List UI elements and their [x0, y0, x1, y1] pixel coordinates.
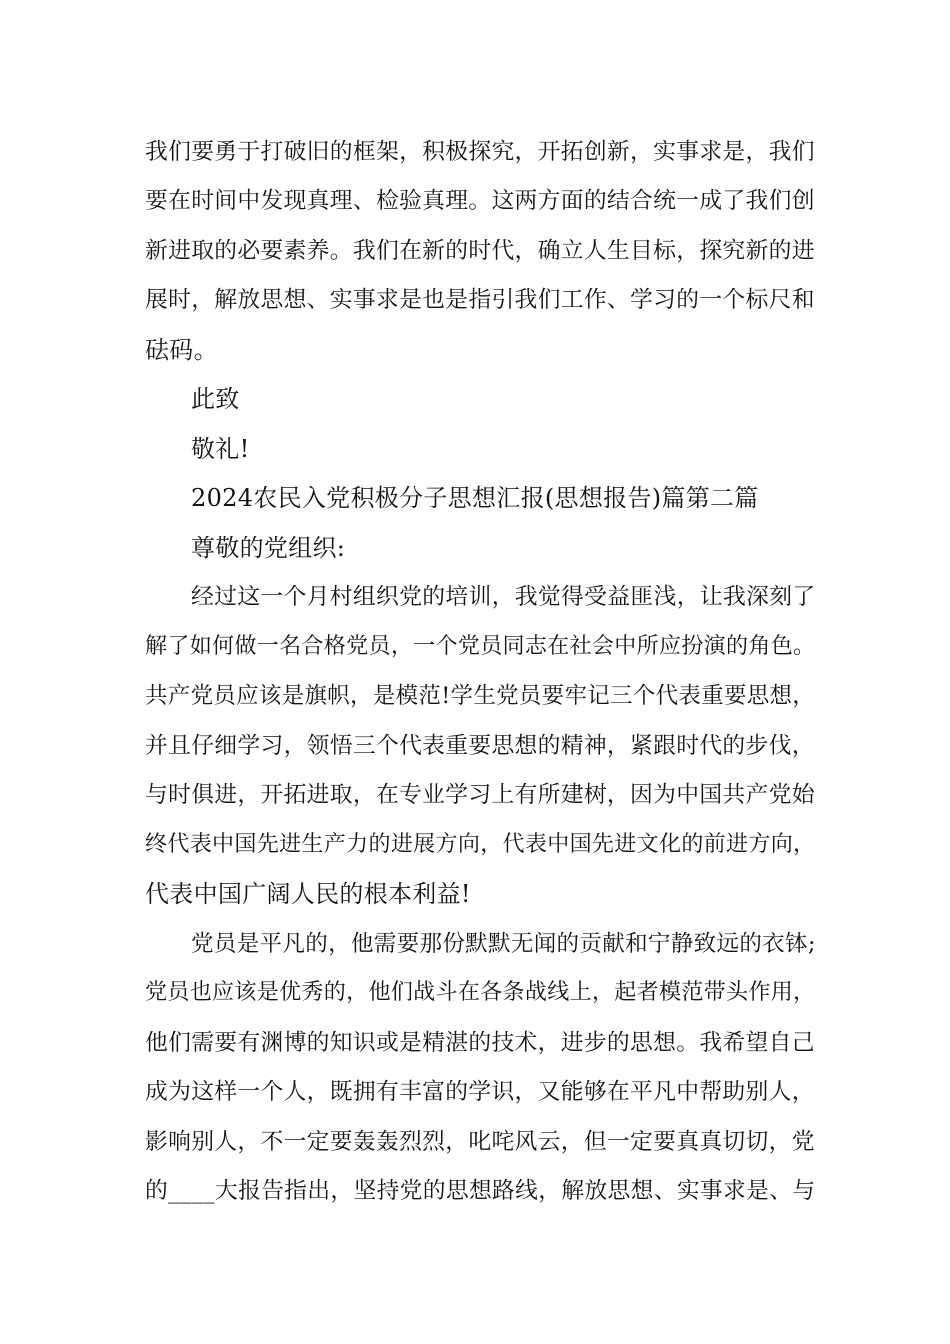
text-line: 代表中国广阔人民的根本利益!	[145, 880, 471, 908]
text-line: 新进取的必要素养。我们在新的时代，确立人生目标，探究新的进	[145, 238, 815, 264]
section-heading: 2024农民入党积极分子思想汇报(思想报告)篇第二篇	[191, 484, 759, 512]
text-line: 解了如何做一名合格党员，一个党员同志在社会中所应扮演的角色。	[145, 634, 816, 659]
text-line: 他们需要有渊博的知识或是精湛的技术，进步的思想。我希望自己	[145, 1030, 815, 1056]
text-line: 经过这一个月村组织党的培训，我觉得受益匪浅，让我深刻了	[191, 584, 816, 610]
closing-salutation: 此致	[191, 385, 240, 413]
text-line: 与时俱进，开拓进取，在专业学习上有所建树，因为中国共产党始	[145, 782, 815, 808]
text-line: 党员是平凡的，他需要那份默默无闻的贡献和宁静致远的衣钵;	[191, 931, 816, 957]
text-line: 党员也应该是优秀的，他们战斗在各条战线上，起者模范带头作用，	[145, 980, 816, 1005]
text-line: 影响别人，不一定要轰轰烈烈，叱咤风云，但一定要真真切切，党	[145, 1129, 815, 1155]
text-line: 要在时间中发现真理、检验真理。这两方面的结合统一成了我们创	[145, 188, 815, 214]
text-line: 成为这样一个人，既拥有丰富的学识，又能够在平凡中帮助别人，	[145, 1079, 815, 1105]
text-line: 我们要勇于打破旧的框架，积极探究，开拓创新，实事求是，我们	[145, 139, 815, 165]
text-line: 展时，解放思想、实事求是也是指引我们工作、学习的一个标尺和	[145, 287, 815, 313]
text-line: 并且仔细学习，领悟三个代表重要思想的精神，紧跟时代的步伐，	[145, 733, 815, 759]
salutation: 尊敬的党组织:	[191, 534, 346, 562]
text-line: 的____大报告指出，坚持党的思想路线，解放思想、实事求是、与	[145, 1178, 816, 1204]
text-line: 共产党员应该是旗帜，是模范!学生党员要牢记三个代表重要思想，	[145, 683, 816, 709]
text-line: 砝码。	[145, 336, 218, 364]
closing-regards: 敬礼!	[191, 435, 250, 463]
text-line: 终代表中国先进生产力的进展方向，代表中国先进文化的前进方向，	[145, 832, 816, 857]
